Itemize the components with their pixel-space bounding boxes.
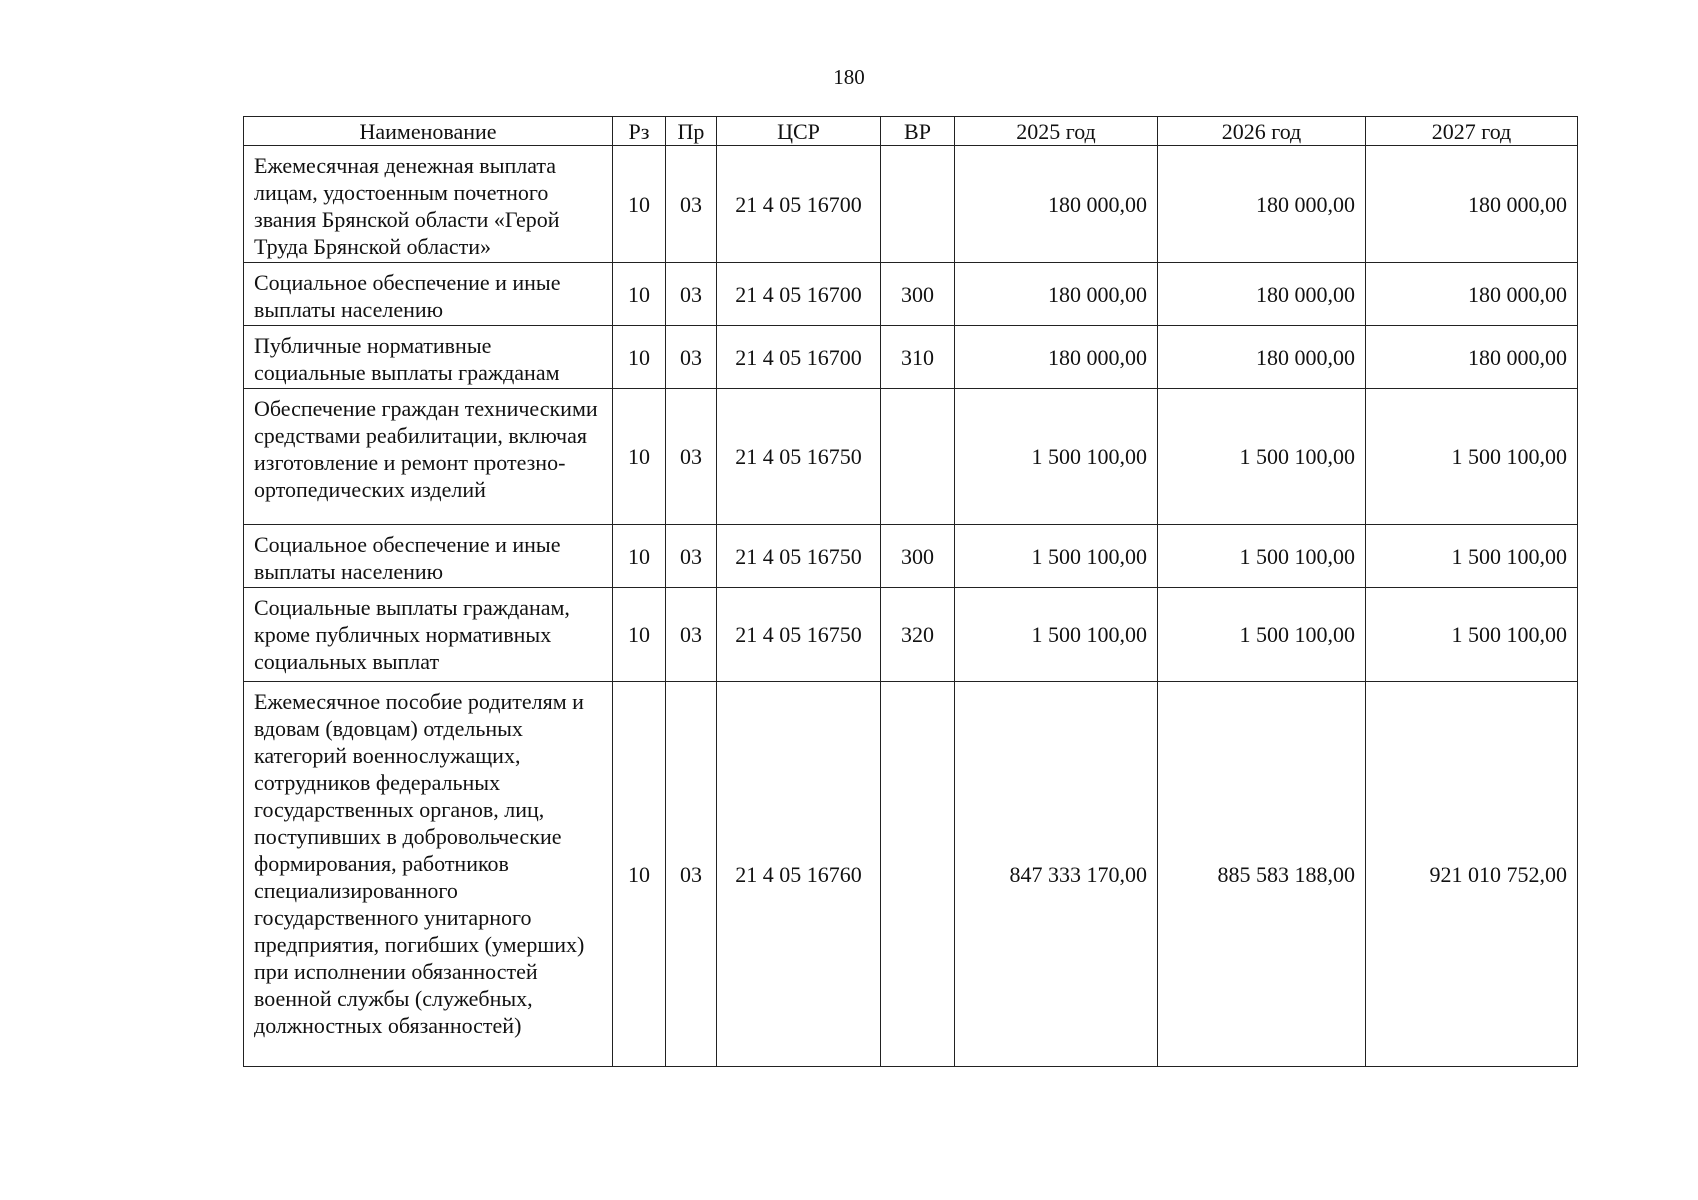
cell-pr: 03: [666, 682, 717, 1067]
cell-csr: 21 4 05 16750: [717, 525, 881, 588]
table-row: [244, 146, 1578, 263]
table-row: [244, 588, 1578, 682]
budget-table: [243, 116, 1578, 1067]
table-row: [244, 326, 1578, 389]
cell-2027: 180 000,00: [1366, 263, 1578, 326]
cell-pr: 03: [666, 588, 717, 682]
cell-csr: 21 4 05 16750: [717, 588, 881, 682]
cell-vr: [881, 682, 955, 1067]
cell-name: Ежемесячное пособие родителям и вдовам (вдовцам) отдельных категорий военнослужащих, сотрудников федеральных государственных органов, лиц, поступивших в добровольческие формирования, работников специализированного государственного унитарного предприятия, погибших (умерших) при исполнении обязанностей военной службы (служебных, должностных обязанностей): [244, 682, 613, 1067]
cell-2025: 847 333 170,00: [955, 682, 1158, 1067]
cell-2026: 180 000,00: [1158, 263, 1366, 326]
cell-rz: 10: [613, 146, 666, 263]
header-csr: ЦСР: [717, 117, 881, 146]
cell-2027: 1 500 100,00: [1366, 389, 1578, 525]
page-number: 180: [833, 65, 865, 89]
cell-rz: 10: [613, 588, 666, 682]
header-rz: Рз: [613, 117, 666, 146]
cell-pr: 03: [666, 525, 717, 588]
cell-vr: [881, 389, 955, 525]
cell-2025: 180 000,00: [955, 263, 1158, 326]
cell-pr: 03: [666, 326, 717, 389]
cell-2027: 180 000,00: [1366, 326, 1578, 389]
cell-csr: 21 4 05 16700: [717, 263, 881, 326]
cell-vr: 300: [881, 263, 955, 326]
cell-csr: 21 4 05 16700: [717, 146, 881, 263]
cell-name: Ежемесячная денежная выплата лицам, удостоенным почетного звания Брянской области «Герой Труда Брянской области»: [244, 146, 613, 263]
header-2026: 2026 год: [1158, 117, 1366, 146]
cell-rz: 10: [613, 525, 666, 588]
cell-csr: 21 4 05 16760: [717, 682, 881, 1067]
table-row: [244, 389, 1578, 525]
cell-2025: 180 000,00: [955, 146, 1158, 263]
cell-2026: 1 500 100,00: [1158, 389, 1366, 525]
cell-vr: 320: [881, 588, 955, 682]
cell-rz: 10: [613, 389, 666, 525]
header-2025: 2025 год: [955, 117, 1158, 146]
cell-2025: 1 500 100,00: [955, 525, 1158, 588]
cell-2025: 1 500 100,00: [955, 389, 1158, 525]
cell-rz: 10: [613, 682, 666, 1067]
header-vr: ВР: [881, 117, 955, 146]
cell-csr: 21 4 05 16700: [717, 326, 881, 389]
cell-2027: 921 010 752,00: [1366, 682, 1578, 1067]
table-row: [244, 263, 1578, 326]
cell-name: Публичные нормативные социальные выплаты гражданам: [244, 326, 613, 389]
cell-name: Социальное обеспечение и иные выплаты населению: [244, 525, 613, 588]
cell-2026: 180 000,00: [1158, 326, 1366, 389]
cell-vr: 310: [881, 326, 955, 389]
cell-2026: 180 000,00: [1158, 146, 1366, 263]
cell-pr: 03: [666, 389, 717, 525]
cell-2025: 1 500 100,00: [955, 588, 1158, 682]
cell-name: Обеспечение граждан техническими средствами реабилитации, включая изготовление и ремонт протезно-ортопедических изделий: [244, 389, 613, 525]
header-pr: Пр: [666, 117, 717, 146]
cell-pr: 03: [666, 263, 717, 326]
table-row: [244, 682, 1578, 1067]
cell-rz: 10: [613, 263, 666, 326]
table-header-row: [244, 117, 1578, 146]
header-2027: 2027 год: [1366, 117, 1578, 146]
cell-2025: 180 000,00: [955, 326, 1158, 389]
cell-pr: 03: [666, 146, 717, 263]
cell-2027: 1 500 100,00: [1366, 588, 1578, 682]
cell-2026: 1 500 100,00: [1158, 525, 1366, 588]
cell-2026: 885 583 188,00: [1158, 682, 1366, 1067]
header-name: Наименование: [244, 117, 613, 146]
cell-2026: 1 500 100,00: [1158, 588, 1366, 682]
cell-2027: 1 500 100,00: [1366, 525, 1578, 588]
cell-vr: 300: [881, 525, 955, 588]
table-row: [244, 525, 1578, 588]
cell-name: Социальное обеспечение и иные выплаты населению: [244, 263, 613, 326]
cell-rz: 10: [613, 326, 666, 389]
cell-vr: [881, 146, 955, 263]
cell-csr: 21 4 05 16750: [717, 389, 881, 525]
cell-name: Социальные выплаты гражданам, кроме публичных нормативных социальных выплат: [244, 588, 613, 682]
cell-2027: 180 000,00: [1366, 146, 1578, 263]
